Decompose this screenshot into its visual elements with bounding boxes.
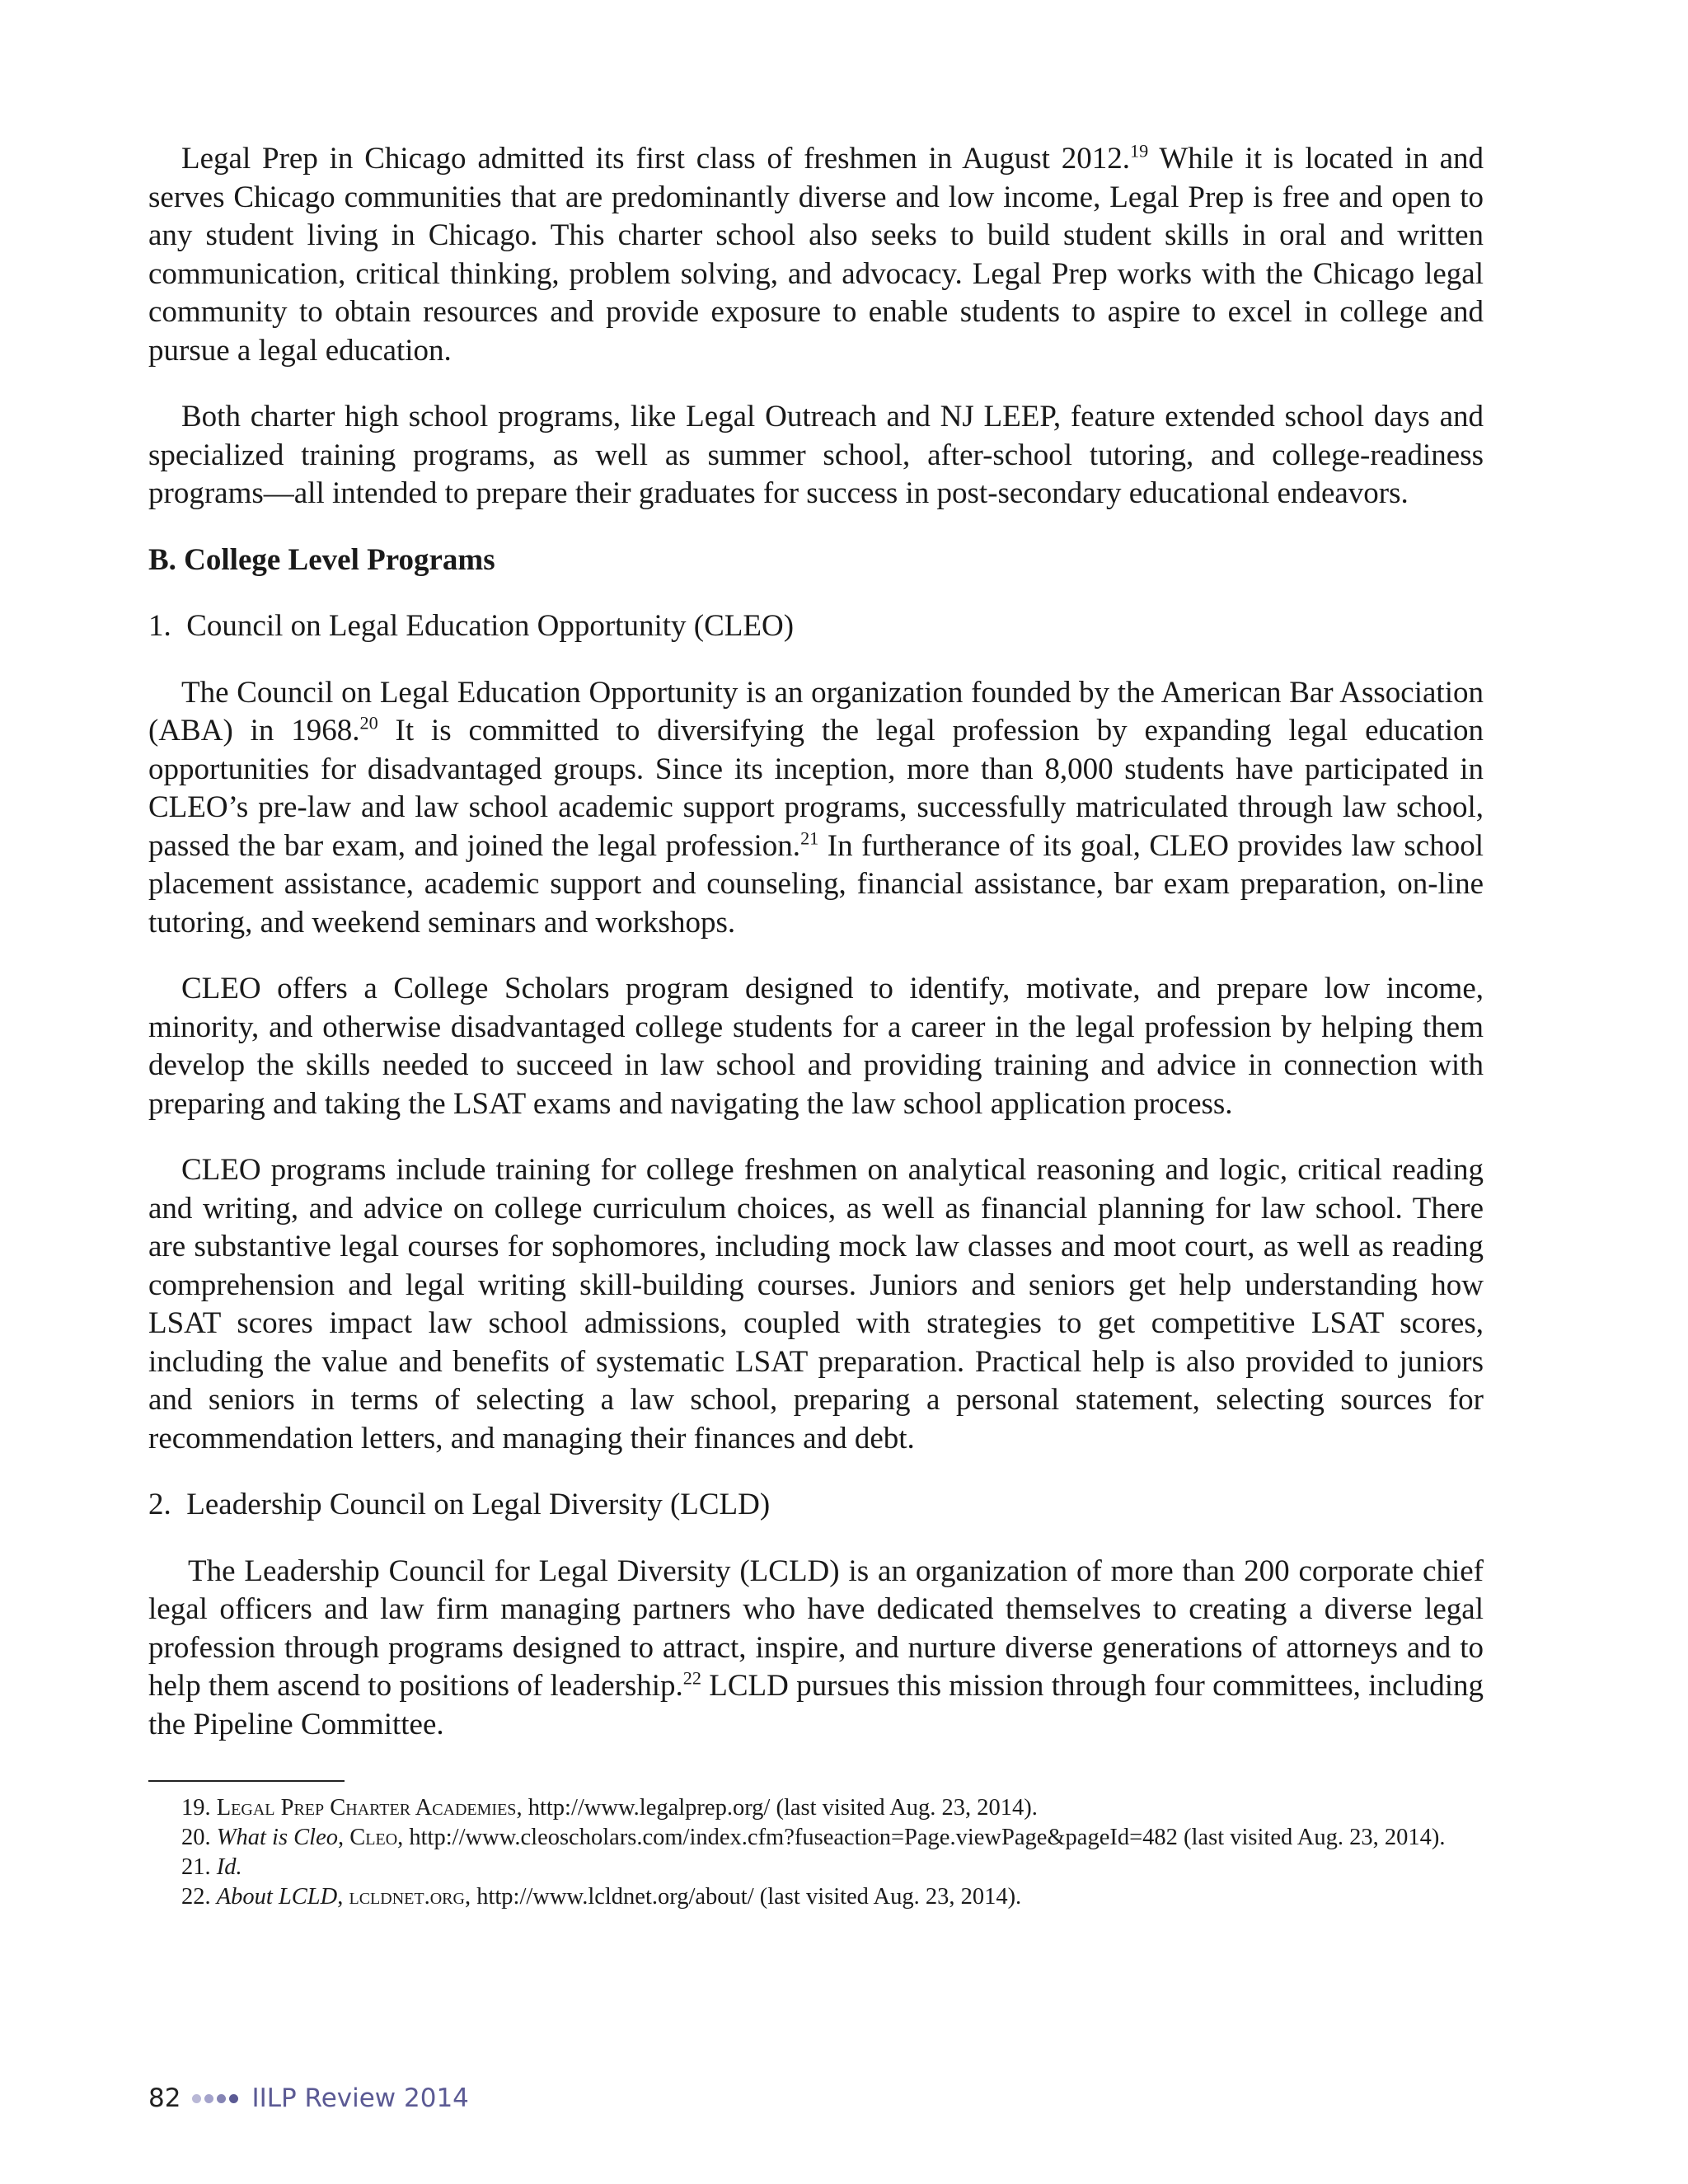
footer-dot-icon	[204, 2094, 213, 2103]
paragraph-charter-programs: Both charter high school programs, like Legal Outreach and NJ LEEP, feature extended school days and specialized training programs, as well as summer school, after-school tutoring, and college-readiness programs—all intended to prepare their graduates for success in post-secondary educational endeavors.	[148, 400, 1484, 510]
footnote-21: 21. Id.	[181, 1854, 242, 1880]
footer-dot-icon	[192, 2094, 201, 2103]
footnote-divider	[148, 1780, 345, 1782]
footnote-19: 19. Legal Prep Charter Academies, http://www.legalprep.org/ (last visited Aug. 23, 2014).	[181, 1795, 1038, 1821]
page-number: 82	[148, 2083, 181, 2113]
section-heading-college-level: B. College Level Programs	[148, 542, 495, 577]
page-footer	[148, 2082, 469, 2115]
footnotes	[148, 1793, 1484, 1912]
subheading-cleo: 1. Council on Legal Education Opportunity (CLEO)	[148, 609, 795, 643]
footer-dot-icon	[217, 2094, 226, 2103]
paragraph-cleo-intro: The Council on Legal Education Opportunity is an organization founded by the American Bar Association (ABA) in 1968.20 It is committed to diversifying the legal profession by expanding legal education opportunities for disadvantaged groups. Since its inception, more than 8,000 students have participated in CLEO’s pre-law and law school academic support programs, successfully matriculated through law school, passed the bar exam, and joined the legal profession.$^{21}$ In furtherance of its goal, CLEO provides law school placement assistance, academic support and counseling, financial assistance, bar exam preparation, on-line tutoring, and weekend seminars and workshops.	[148, 675, 1484, 940]
footnote-ref-21[interactable]: 21	[800, 827, 819, 849]
footer-dot-icon	[229, 2094, 238, 2103]
paragraph-legal-prep: Legal Prep in Chicago admitted its first class of freshmen in August 2012.19 While it is located in and serves Chicago communities that are predominantly diverse and low income, Legal Prep is free and open to any student living in Chicago. This charter school also seeks to build student skills in oral and written communication, critical thinking, problem solving, and advocacy. Legal Prep works with the Chicago legal community to obtain resources and provide exposure to enable students to aspire to excel in college and pursue a legal education.	[148, 140, 1484, 368]
journal-title: IILP Review 2014	[251, 2083, 469, 2113]
footnote-20: 20. What is Cleo, Cleo, http://www.cleoscholars.com/index.cfm?fuseaction=Page.viewPage&pageId=482 (last visited Aug. 23, 2014).	[181, 1825, 1446, 1850]
footnote-ref-19[interactable]: 19	[1130, 140, 1149, 162]
paragraph-cleo-programs: CLEO programs include training for college freshmen on analytical reasoning and logic, critical reading and writing, and advice on college curriculum choices, as well as financial planning for law school. There are substantive legal courses for sophomores, including mock law classes and moot court, as well as reading comprehension and legal writing skill-building courses. Juniors and seniors get help understanding how LSAT scores impact law school admissions, coupled with strategies to get competitive LSAT scores, including the value and benefits of systematic LSAT preparation. Practical help is also provided to juniors and seniors in terms of selecting a law school, preparing a personal statement, selecting sources for recommendation letters, and managing their finances and debt.	[148, 1153, 1484, 1455]
subheading-lcld: 2. Leadership Council on Legal Diversity (LCLD)	[148, 1488, 771, 1521]
footnote-22: 22. About LCLD, lcldnet.org, http://www.lcldnet.org/about/ (last visited Aug. 23, 2014).	[181, 1884, 1022, 1910]
paragraph-lcld: The Leadership Council for Legal Diversity (LCLD) is an organization of more than 200 corporate chief legal officers and law firm managing partners who have dedicated themselves to creating a diverse legal profession through programs designed to attract, inspire, and nurture diverse generations of attorneys and to help them ascend to positions of leadership.$^{22}$ LCLD pursues this mission through four committees, including the Pipeline Committee.	[148, 1554, 1484, 1741]
footer-dots	[192, 2094, 241, 2103]
paragraph-cleo-scholars: CLEO offers a College Scholars program designed to identify, motivate, and prepare low income, minority, and otherwise disadvantaged college students for a career in the legal profession by helping them develop the skills needed to succeed in law school and providing training and advice in connection with preparing and taking the LSAT exams and navigating the law school application process.	[148, 972, 1484, 1121]
footnote-ref-22[interactable]: 22	[682, 1667, 701, 1689]
footnote-ref-20[interactable]: 20	[359, 712, 378, 733]
page-body	[148, 140, 1484, 1912]
